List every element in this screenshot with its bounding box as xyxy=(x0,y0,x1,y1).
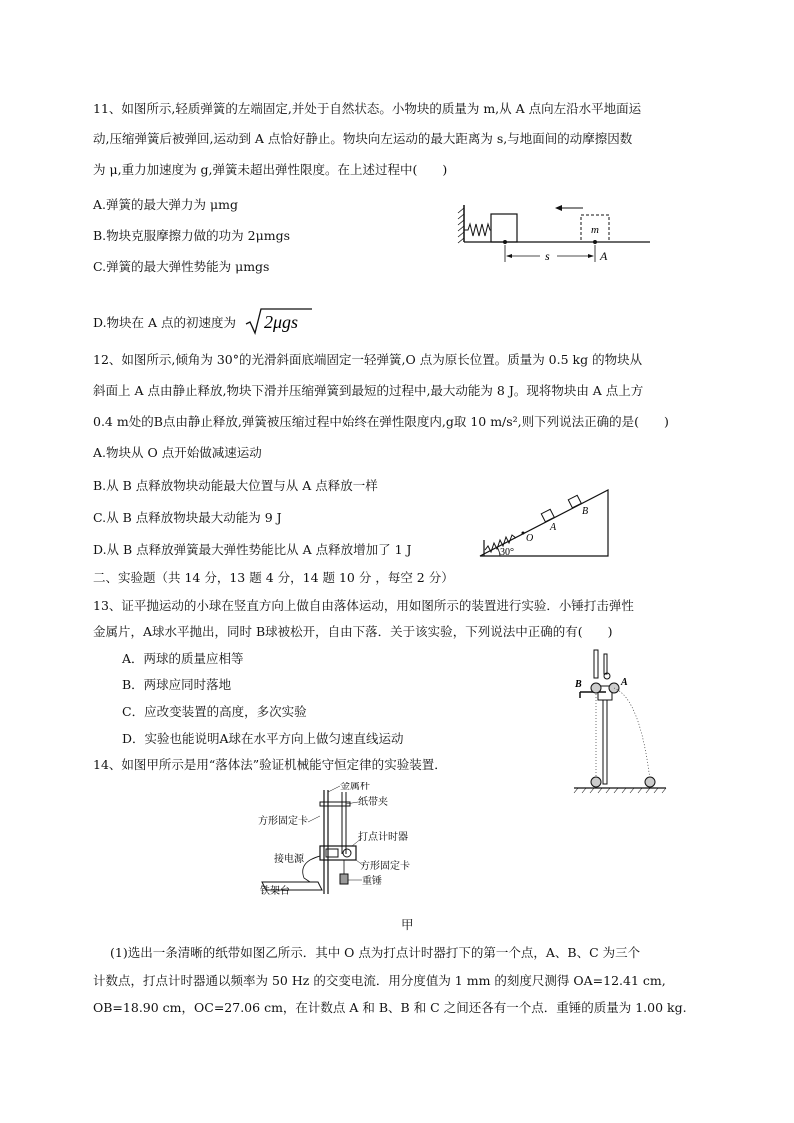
q12-option-d: D.从 B 点释放弹簧最大弹性势能比从 A 点释放增加了 1 J xyxy=(93,542,412,557)
q14-figure xyxy=(258,782,418,907)
q14-label-fixed-clamp-top: 方形固定卡 xyxy=(258,816,308,827)
q14-label-timer: 打点计时器 xyxy=(358,832,408,843)
q11-formula-text: 2μgs xyxy=(264,312,299,332)
q11-figure xyxy=(455,200,665,273)
q12-figure xyxy=(478,486,618,565)
section-2-heading: 二、实验题（共 14 分，13 题 4 分，14 题 10 分 ，每空 2 分） xyxy=(93,570,454,585)
q13-stem-line2: 金属片，A球水平抛出，同时 B球被松开，自由下落．关于该实验，下列说法中正确的有( ) xyxy=(93,624,613,639)
q11-block-label: m xyxy=(591,224,599,236)
q13-ball-b-label: B xyxy=(575,679,582,690)
q12-stem-line1: 12、如图所示,倾角为 30°的光滑斜面底端固定一轻弹簧,O 点为原长位置。质量为 0.5 kg 的物块从 xyxy=(93,352,643,367)
q14-label-weight: 重锤 xyxy=(362,876,382,887)
q12-stem-line3: 0.4 m处的B点由静止释放,弹簧被压缩过程中始终在弹性限度内,g取 10 m/s²,则下列说法正确的是( ) xyxy=(93,414,669,429)
q12-point-o-label: O xyxy=(526,533,534,544)
q14-figure-caption: 甲 xyxy=(401,917,414,932)
q11-stem-line1: 11、如图所示,轻质弹簧的左端固定,并处于自然状态。小物块的质量为 m,从 A 点向左沿水平地面运 xyxy=(93,101,642,116)
q11-point-a-label: A xyxy=(600,249,608,263)
q12-option-b: B.从 B 点释放物块动能最大位置与从 A 点释放一样 xyxy=(93,478,378,493)
q11-option-c: C.弹簧的最大弹性势能为 μmgs xyxy=(93,259,270,274)
q14-label-power: 接电源 xyxy=(274,854,304,865)
q14-label-metal-rod: 金属杆 xyxy=(340,782,370,792)
q12-point-a-label: A xyxy=(550,522,557,533)
q11-option-a: A.弹簧的最大弹力为 μmg xyxy=(93,197,238,212)
q14-part1-line2: 计数点，打点计时器通以频率为 50 Hz 的交变电流．用分度值为 1 mm 的刻度尺测得 OA=12.41 cm, xyxy=(93,973,666,988)
q12-stem-line2: 斜面上 A 点由静止释放,物块下滑并压缩弹簧到最短的过程中,最大动能为 8 J。现将物块由 A 点上方 xyxy=(93,383,644,398)
q11-option-d-text: D.物块在 A 点的初速度为 xyxy=(93,315,237,330)
q11-distance-label: s xyxy=(545,249,550,263)
q14-label-fixed-clamp-bottom: 方形固定卡 xyxy=(360,861,410,872)
q11-sqrt-formula xyxy=(244,306,314,341)
q11-option-b: B.物块克服摩擦力做的功为 2μmgs xyxy=(93,228,290,243)
q13-ball-a-label: A xyxy=(621,677,628,688)
q14-part1-line1: (1)选出一条清晰的纸带如图乙所示．其中 O 点为打点计时器打下的第一个点，A、B、C 为三个 xyxy=(110,945,641,960)
q12-option-a: A.物块从 O 点开始做减速运动 xyxy=(93,445,262,460)
q14-label-iron-stand: 铁架台 xyxy=(260,886,290,897)
q13-option-a: A．两球的质量应相等 xyxy=(122,651,244,666)
q13-option-c: C．应改变装置的高度，多次实验 xyxy=(122,704,307,719)
q12-angle-label: 30° xyxy=(500,547,514,558)
q11-option-d xyxy=(93,306,314,341)
q12-option-c: C.从 B 点释放物块最大动能为 9 J xyxy=(93,510,282,525)
q13-stem-line1: 13、证平抛运动的小球在竖直方向上做自由落体运动，用如图所示的装置进行实验．小锤打击弹性 xyxy=(93,598,634,613)
q11-stem-line3: 为 μ,重力加速度为 g,弹簧未超出弹性限度。在上述过程中( ) xyxy=(93,162,448,177)
q13-option-b: B．两球应同时落地 xyxy=(122,677,232,692)
q14-stem: 14、如图甲所示是用“落体法”验证机械能守恒定律的实验装置． xyxy=(93,757,447,772)
q12-point-b-label: B xyxy=(582,506,589,517)
q14-label-tape-clip: 纸带夹 xyxy=(358,797,388,808)
q11-stem-line2: 动,压缩弹簧后被弹回,运动到 A 点恰好静止。物块向左运动的最大距离为 s,与地面间的动摩擦因数 xyxy=(93,131,633,146)
q13-option-d: D．实验也能说明A球在水平方向上做匀速直线运动 xyxy=(122,731,404,746)
q14-part1-line3: OB=18.90 cm，OC=27.06 cm，在计数点 A 和 B、B 和 C 之间还各有一个点．重锤的质量为 1.00 kg. xyxy=(93,1000,687,1015)
q13-figure xyxy=(570,648,670,799)
